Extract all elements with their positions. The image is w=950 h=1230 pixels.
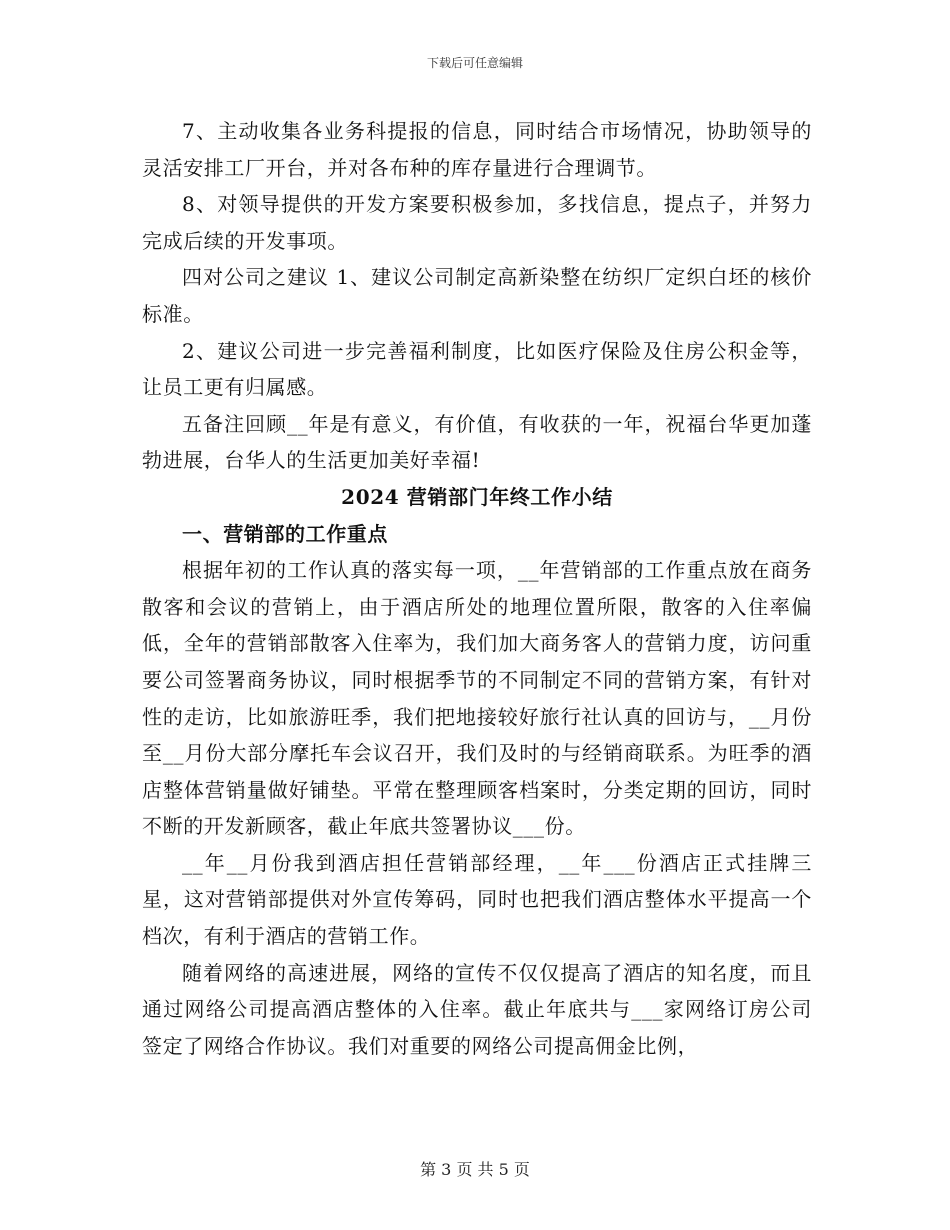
header-note: 下载后可任意编辑 [426,56,523,70]
document-body [142,113,812,1064]
body-paragraph: 随着网络的高速进展，网络的宣传不仅仅提高了酒店的知名度，而且通过网络公司提高酒店整体的入住率。截止年底共与___家网络订房公司签定了网络合作协议。我们对重要的网络公司提高佣金比例， [142,960,812,1058]
report-title: 2024 营销部门年终工作小结 [341,484,613,509]
paragraph-item-7: 7、主动收集各业务科提报的信息，同时结合市场情况，协助领导的灵活安排工厂开台，并对各布种的库存量进行合理调节。 [142,119,812,180]
paragraph-suggestion-2: 2、建议公司进一步完善福利制度，比如医疗保险及住房公积金等，让员工更有归属感。 [142,338,812,400]
body-paragraph: __年__月份我到酒店担任营销部经理，__年___份酒店正式挂牌三星，这对营销部提供对外宣传筹码，同时也把我们酒店整体水平提高一个档次，有利于酒店的营销工作。 [142,850,812,949]
paragraph-item-8: 8、对领导提供的开发方案要积极参加，多找信息，提点子，并努力完成后续的开发事项。 [142,192,812,253]
body-paragraph: 根据年初的工作认真的落实每一项，__年营销部的工作重点放在商务散客和会议的营销上，由于酒店所处的地理位置所限，散客的入住率偏低，全年的营销部散客入住率为，我们加大商务客人的营销力度，访问重要公司签署商务协议，同时根据季节的不同制定不同的营销方案，有针对性的走访，比如旅游旺季，我们把地接较好旅行社认真的回访与，__月份至__月份大部分摩托车会议召开，我们及时的与经销商联系。为旺季的酒店整体营销量做好铺垫。平常在整理顾客档案时，分类定期的回访，同时不断的开发新顾客，截止年底共签署协议___份。 [142,558,812,839]
paragraph-remark: 五备注回顾__年是有意义，有价值，有收获的一年，祝福台华更加蓬勃进展，台华人的生活更加美好幸福! [142,411,812,473]
page-indicator: 第 3 页 共 5 页 [420,1160,530,1179]
paragraph-suggestion-1: 四对公司之建议 1、建议公司制定高新染整在纺织厂定织白坯的核价标准。 [142,265,812,326]
section-heading: 一、营销部的工作重点 [182,521,388,546]
